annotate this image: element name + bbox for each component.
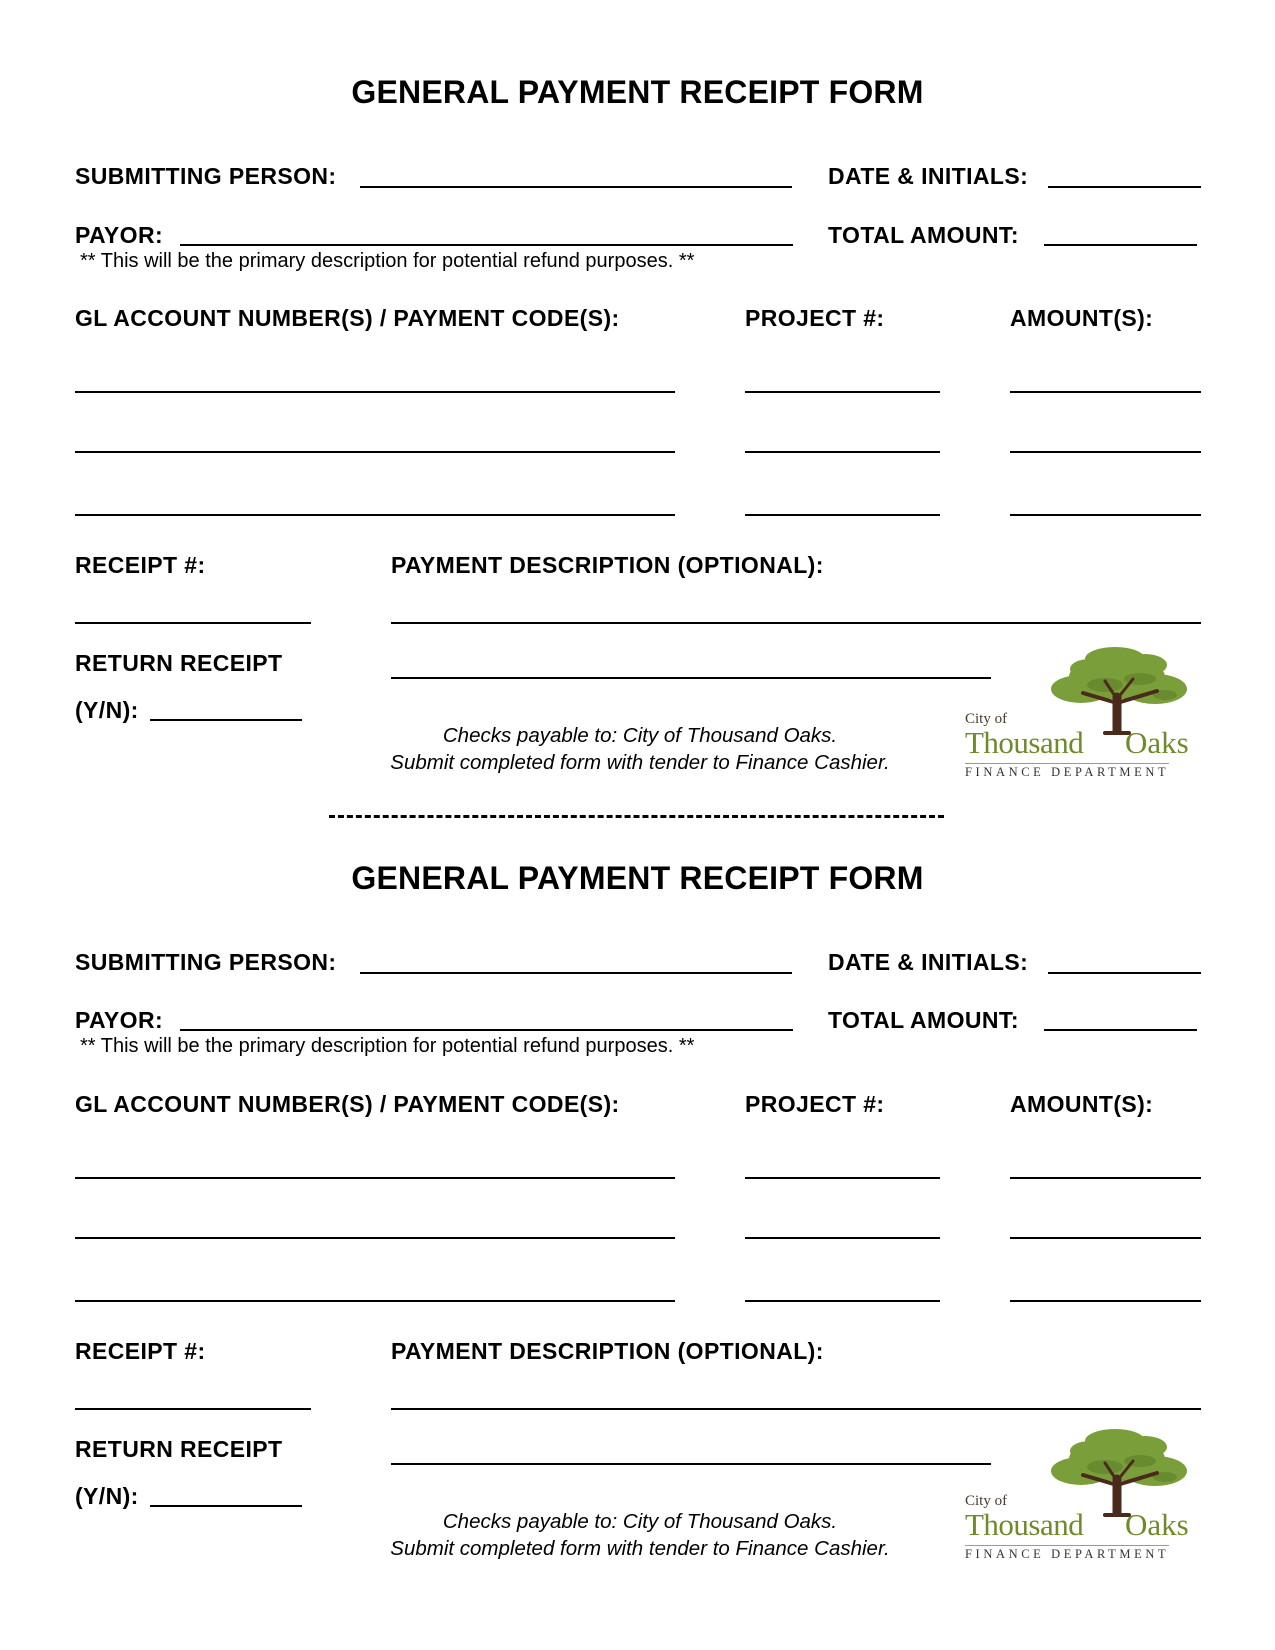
checks-payable-note: Checks payable to: City of Thousand Oaks. bbox=[442, 1510, 838, 1533]
date-initials-field[interactable] bbox=[1048, 972, 1201, 974]
logo-department: FINANCE DEPARTMENT bbox=[965, 765, 1170, 779]
logo-department: FINANCE DEPARTMENT bbox=[965, 1547, 1170, 1561]
payment-description-label: PAYMENT DESCRIPTION (OPTIONAL): bbox=[391, 552, 824, 578]
project-field-2[interactable] bbox=[745, 1237, 940, 1239]
amount-field-2[interactable] bbox=[1010, 451, 1201, 453]
submit-note: Submit completed form with tender to Finance Cashier. bbox=[390, 1537, 890, 1560]
yn-label: (Y/N): bbox=[75, 697, 139, 723]
return-receipt-field[interactable] bbox=[150, 719, 302, 721]
submitting-person-field[interactable] bbox=[360, 186, 792, 188]
project-field-3[interactable] bbox=[745, 1300, 940, 1302]
form-title: GENERAL PAYMENT RECEIPT FORM bbox=[351, 74, 924, 110]
gl-account-field-2[interactable] bbox=[75, 1237, 675, 1239]
logo-name-part2: Oaks bbox=[1125, 1507, 1189, 1542]
submitting-person-field[interactable] bbox=[360, 972, 792, 974]
return-receipt-field[interactable] bbox=[150, 1505, 302, 1507]
payment-description-field-2[interactable] bbox=[391, 1463, 991, 1465]
amounts-label: AMOUNT(S): bbox=[1010, 305, 1154, 331]
payor-label: PAYOR: bbox=[75, 222, 164, 248]
submitting-person-label: SUBMITTING PERSON: bbox=[75, 163, 337, 189]
city-logo bbox=[965, 645, 1205, 785]
receipt-number-label: RECEIPT #: bbox=[75, 552, 206, 578]
payor-label: PAYOR: bbox=[75, 1007, 164, 1033]
logo-name-part1: Thousand bbox=[965, 1507, 1084, 1542]
project-field-1[interactable] bbox=[745, 1177, 940, 1179]
date-initials-field[interactable] bbox=[1048, 186, 1201, 188]
project-field-2[interactable] bbox=[745, 451, 940, 453]
logo-name-part2: Oaks bbox=[1125, 725, 1189, 760]
project-label: PROJECT #: bbox=[745, 1091, 885, 1117]
return-receipt-label: RETURN RECEIPT bbox=[75, 1436, 283, 1462]
receipt-form-2 bbox=[0, 786, 1275, 1566]
date-initials-label: DATE & INITIALS: bbox=[828, 163, 1029, 189]
project-field-3[interactable] bbox=[745, 514, 940, 516]
date-initials-label: DATE & INITIALS: bbox=[828, 949, 1029, 975]
gl-account-field-2[interactable] bbox=[75, 451, 675, 453]
checks-payable-note: Checks payable to: City of Thousand Oaks. bbox=[442, 724, 838, 747]
receipt-number-field[interactable] bbox=[75, 622, 311, 624]
logo-city-of: City of bbox=[965, 1493, 1008, 1509]
return-receipt-label: RETURN RECEIPT bbox=[75, 650, 283, 676]
amount-field-3[interactable] bbox=[1010, 514, 1201, 516]
payment-description-field-1[interactable] bbox=[391, 622, 1201, 624]
payor-field[interactable] bbox=[180, 1029, 793, 1031]
project-label: PROJECT #: bbox=[745, 305, 885, 331]
amount-field-3[interactable] bbox=[1010, 1300, 1201, 1302]
total-amount-field[interactable] bbox=[1044, 1029, 1197, 1031]
city-logo bbox=[965, 1427, 1205, 1567]
logo-name-part1: Thousand bbox=[965, 725, 1084, 760]
receipt-number-label: RECEIPT #: bbox=[75, 1338, 206, 1364]
submit-note: Submit completed form with tender to Finance Cashier. bbox=[390, 751, 890, 774]
payor-note: ** This will be the primary description for potential refund purposes. ** bbox=[80, 250, 695, 272]
gl-account-field-3[interactable] bbox=[75, 514, 675, 516]
gl-account-field-1[interactable] bbox=[75, 391, 675, 393]
payment-description-field-1[interactable] bbox=[391, 1408, 1201, 1410]
project-field-1[interactable] bbox=[745, 391, 940, 393]
amount-field-1[interactable] bbox=[1010, 391, 1201, 393]
gl-account-label: GL ACCOUNT NUMBER(S) / PAYMENT CODE(S): bbox=[75, 305, 620, 331]
receipt-number-field[interactable] bbox=[75, 1408, 311, 1410]
yn-label: (Y/N): bbox=[75, 1483, 139, 1509]
receipt-form-1 bbox=[0, 0, 1275, 780]
gl-account-field-1[interactable] bbox=[75, 1177, 675, 1179]
submitting-person-label: SUBMITTING PERSON: bbox=[75, 949, 337, 975]
gl-account-label: GL ACCOUNT NUMBER(S) / PAYMENT CODE(S): bbox=[75, 1091, 620, 1117]
logo-city-of: City of bbox=[965, 711, 1008, 727]
amount-field-2[interactable] bbox=[1010, 1237, 1201, 1239]
amounts-label: AMOUNT(S): bbox=[1010, 1091, 1154, 1117]
total-amount-label: TOTAL AMOUNT: bbox=[828, 222, 1019, 248]
payor-note: ** This will be the primary description for potential refund purposes. ** bbox=[80, 1035, 695, 1057]
payor-field[interactable] bbox=[180, 244, 793, 246]
payment-description-label: PAYMENT DESCRIPTION (OPTIONAL): bbox=[391, 1338, 824, 1364]
gl-account-field-3[interactable] bbox=[75, 1300, 675, 1302]
amount-field-1[interactable] bbox=[1010, 1177, 1201, 1179]
form-title: GENERAL PAYMENT RECEIPT FORM bbox=[351, 860, 924, 896]
total-amount-label: TOTAL AMOUNT: bbox=[828, 1007, 1019, 1033]
payment-description-field-2[interactable] bbox=[391, 677, 991, 679]
total-amount-field[interactable] bbox=[1044, 244, 1197, 246]
